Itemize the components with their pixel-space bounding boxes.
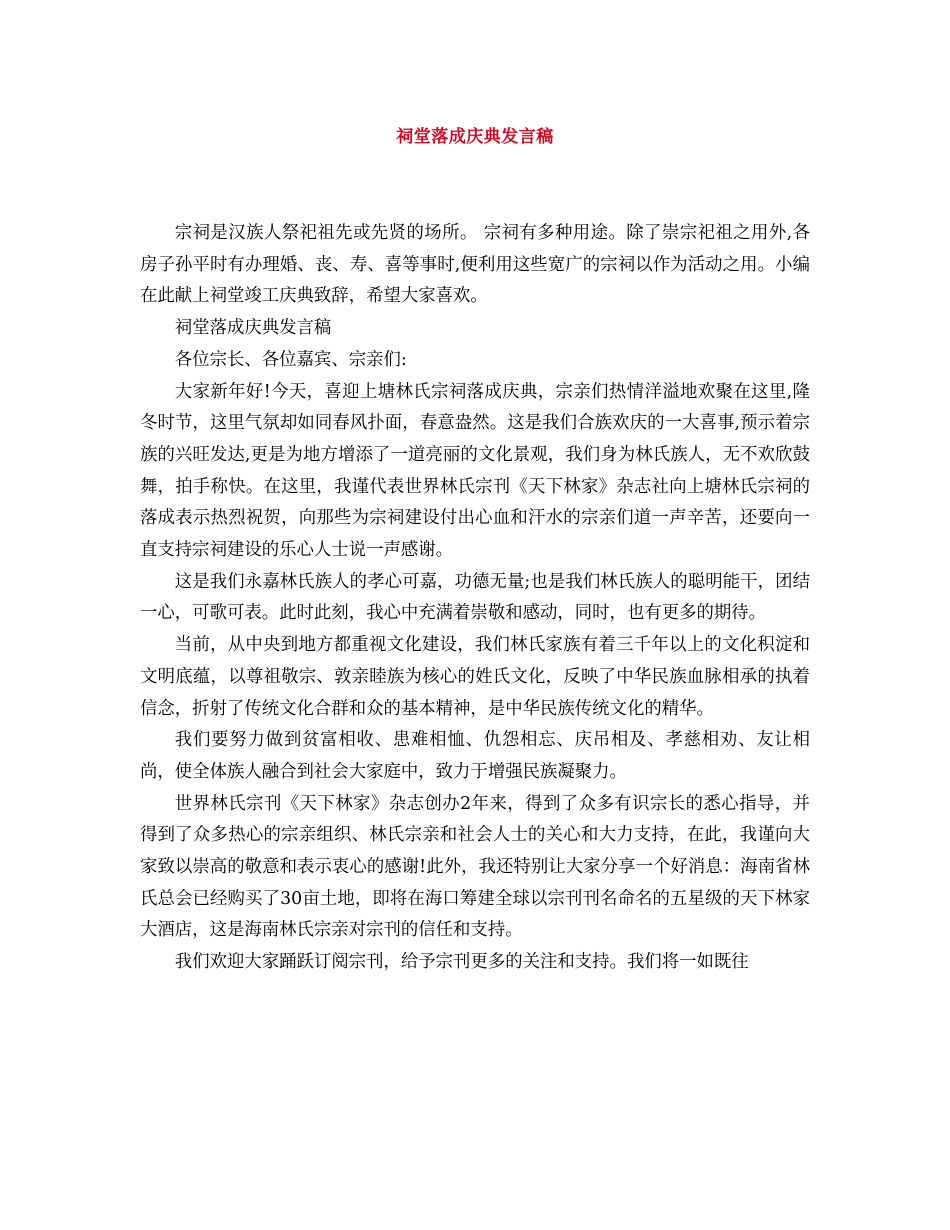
document-title: 祠堂落成庆典发言稿	[396, 127, 554, 147]
document-body	[140, 218, 810, 979]
paragraph: 当前，从中央到地方都重视文化建设，我们林氏家族有着三千年以上的文化积淀和文明底蕴，以尊祖敬宗、敦亲睦族为核心的姓氏文化，反映了中华民族血脉相承的执着信念，折射了传统文化合群和众的基本精神，是中华民族传统文化的精华。	[140, 635, 810, 719]
paragraph: 祠堂落成庆典发言稿	[174, 318, 332, 339]
paragraph: 宗祠是汉族人祭祀祖先或先贤的场所。 宗祠有多种用途。除了崇宗祀祖之用外,各房子孙平时有办理婚、丧、寿、喜等事时,便利用这些宽广的宗祠以作为活动之用。小编在此献上祠堂竣工庆典致辞，希望大家喜欢。	[140, 223, 810, 307]
paragraph: 我们欢迎大家踊跃订阅宗刊，给予宗刊更多的关注和支持。我们将一如既往	[174, 952, 749, 973]
paragraph: 大家新年好!今天，喜迎上塘林氏宗祠落成庆典，宗亲们热情洋溢地欢聚在这里,隆冬时节，这里气氛却如同春风扑面，春意盎然。这是我们合族欢庆的一大喜事,预示着宗族的兴旺发达,更是为地方增添了一道亮丽的文化景观，我们身为林氏族人，无不欢欣鼓舞，拍手称快。在这里，我谨代表世界林氏宗刊《天下林家》杂志社向上塘林氏宗祠的落成表示热烈祝贺，向那些为宗祠建设付出心血和汗水的宗亲们道一声辛苦，还要向一直支持宗祠建设的乐心人士说一声感谢。	[140, 381, 810, 561]
paragraph: 我们要努力做到贫富相收、患难相恤、仇怨相忘、庆吊相及、孝慈相劝、友让相尚，使全体族人融合到社会大家庭中，致力于增强民族凝聚力。	[140, 730, 810, 782]
paragraph: 各位宗长、各位嘉宾、宗亲们:	[174, 349, 407, 370]
paragraph: 世界林氏宗刊《天下林家》杂志创办2年来，得到了众多有识宗长的悉心指导，并得到了众多热心的宗亲组织、林氏宗亲和社会人士的关心和大力支持，在此，我谨向大家致以崇高的敬意和表示衷心的感谢!此外，我还特别让大家分享一个好消息：海南省林氏总会已经购买了30亩土地，即将在海口筹建全球以宗刊刊名命名的五星级的天下林家大酒店，这是海南林氏宗亲对宗刊的信任和支持。	[140, 793, 810, 941]
paragraph: 这是我们永嘉林氏族人的孝心可嘉，功德无量;也是我们林氏族人的聪明能干，团结一心，可歌可表。此时此刻，我心中充满着崇敬和感动，同时，也有更多的期待。	[140, 571, 810, 624]
